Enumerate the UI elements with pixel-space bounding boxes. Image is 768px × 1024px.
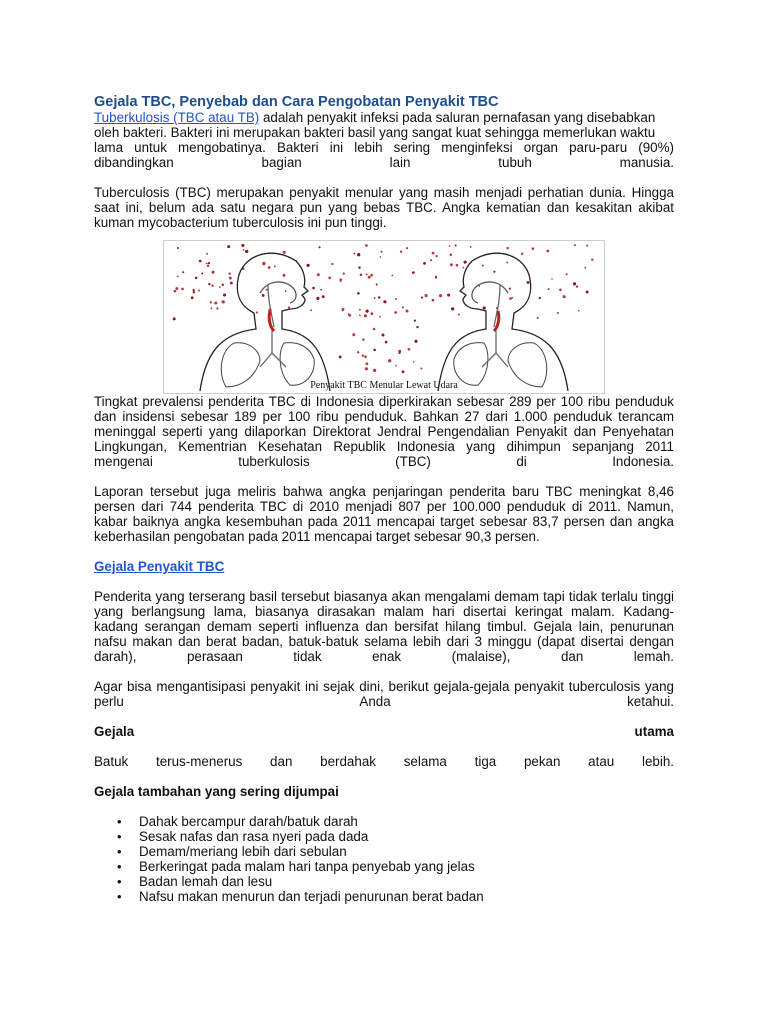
particle — [370, 274, 373, 277]
particle — [482, 265, 484, 267]
tbc-airborne-figure — [163, 240, 605, 394]
particle — [374, 297, 376, 299]
left-person-figure — [200, 253, 330, 391]
particle — [182, 271, 184, 273]
paragraph-line: darah), perasaan tidak enak (malaise), dan lemah. — [94, 649, 674, 664]
particle — [306, 264, 309, 267]
particle — [373, 328, 376, 331]
particle — [212, 285, 214, 287]
particle — [546, 250, 549, 253]
paragraph-line: yang berlangsung lama, biasanya dirasakan malam hari disertai keringat malam. Kadang- — [94, 604, 674, 619]
particle — [559, 289, 562, 292]
particle — [548, 288, 550, 290]
particle — [435, 255, 437, 257]
particle — [414, 319, 416, 321]
particle — [222, 284, 224, 286]
intro-paragraph — [94, 110, 674, 125]
paragraph-line: keberhasilan pengobatan pada 2011 mencapai target sebesar 90,3 persen. — [94, 529, 540, 544]
paragraph-line: Penderita yang terserang basil tersebut biasanya akan mengalami demam tapi tidak terlalu tinggi — [94, 589, 674, 604]
particle — [402, 370, 405, 373]
particle — [283, 274, 286, 277]
particle — [364, 355, 367, 358]
particle — [353, 253, 355, 255]
particle — [322, 295, 325, 298]
particle — [343, 272, 345, 274]
particle — [463, 267, 465, 269]
particle — [532, 247, 535, 250]
paragraph-line: mengenai tuberkulosis (TBC) di Indonesia. — [94, 454, 674, 469]
particle — [576, 285, 578, 287]
particle — [219, 286, 221, 288]
particle — [357, 292, 360, 295]
particle — [373, 369, 376, 372]
particle — [208, 283, 210, 285]
intro-text-line: oleh bakteri. Bakteri ini merupakan bakteri basil yang sangat kuat sehingga memerlukan waktu — [94, 125, 656, 140]
particle — [406, 247, 408, 249]
particle — [584, 267, 586, 269]
particle — [413, 361, 415, 363]
particle — [288, 306, 290, 308]
particle — [173, 317, 176, 320]
particle — [316, 297, 319, 300]
particle — [432, 252, 435, 255]
particle — [192, 289, 194, 291]
intro-text-line: dibandingkan bagian lain tubuh manusia. — [94, 155, 674, 170]
particle — [245, 250, 248, 253]
paragraph-line: Tuberculosis (TBC) merupakan penyakit menular yang masih menjadi perhatian dunia. Hingga — [94, 185, 674, 200]
particle — [591, 258, 593, 260]
particle — [451, 307, 454, 310]
particle — [211, 271, 214, 274]
paragraph-line: Agar bisa mengantisipasi penyakit ini sejak dini, berikut gejala-gejala penyakit tuberculosis yang — [94, 679, 674, 694]
particle — [365, 367, 368, 370]
particle — [551, 278, 553, 280]
particle — [586, 291, 589, 294]
particle — [364, 314, 367, 317]
particle — [312, 287, 315, 290]
particle — [199, 260, 202, 263]
article-body — [94, 94, 674, 904]
particle — [177, 247, 179, 249]
particle — [378, 296, 380, 298]
particle — [373, 349, 376, 352]
particle — [506, 262, 508, 264]
list-item: • Badan lemah dan lesu — [139, 874, 674, 889]
list-item: • Berkeringat pada malam hari tanpa penyebab yang jelas — [139, 859, 674, 874]
particle — [447, 294, 450, 297]
particle — [181, 288, 184, 291]
particle — [456, 264, 459, 267]
particle — [268, 266, 271, 269]
main-symptom-text: Batuk terus-menerus dan berdahak selama tiga pekan atau lebih. — [94, 754, 674, 769]
particle — [423, 262, 426, 265]
section-heading — [94, 559, 674, 574]
particle — [193, 291, 195, 293]
paragraph-line: Laporan tersebut juga meliris bahwa angka penjaringan penderita baru TBC meningkat 8,46 — [94, 484, 674, 499]
particle — [358, 266, 360, 268]
particle — [380, 251, 382, 253]
particle — [210, 301, 212, 303]
particle — [319, 246, 321, 248]
particle — [521, 253, 523, 255]
particle — [395, 298, 397, 300]
particle — [557, 312, 559, 314]
particle — [208, 262, 210, 264]
particle — [578, 310, 580, 312]
particle — [506, 247, 508, 249]
particle — [406, 310, 409, 313]
particle — [207, 265, 209, 267]
particle — [527, 281, 530, 284]
paragraph-line: saat ini, belum ada satu negara pun yang bebas TBC. Angka kematian dan kesakitan akibat — [94, 200, 674, 215]
gejala-penyakit-tbc-link[interactable]: Gejala Penyakit TBC — [94, 559, 225, 574]
particle — [348, 313, 350, 315]
particle — [383, 300, 386, 303]
particle — [285, 290, 287, 292]
intro-text-line: lama untuk mengobatinya. Bakteri ini lebih sering menginfeksi organ paru-paru (90%) — [94, 140, 674, 155]
main-symptom-heading: Gejala utama — [94, 724, 674, 739]
particle — [439, 294, 442, 297]
figure-caption: Penyakit TBC Menular Lewat Udara — [310, 380, 458, 391]
particle — [432, 299, 434, 301]
particle — [210, 307, 212, 309]
particle — [216, 307, 218, 309]
paragraph-line: nafsu makan dan berat badan, batuk-batuk selama lebih dari 3 minggu (dapat disertai dengan — [94, 634, 674, 649]
particle — [283, 251, 286, 254]
particle — [266, 289, 268, 291]
particle — [574, 244, 576, 246]
particle — [380, 256, 382, 258]
right-person-figure — [438, 253, 568, 391]
airborne-particles — [173, 244, 594, 373]
particle — [399, 352, 401, 354]
particle — [366, 310, 369, 313]
particle — [392, 275, 394, 277]
paragraph-line: kadang serangan demam seperti influenza dan bersifat hilang timbul. Gejala lain, penurunan — [94, 619, 674, 634]
particle — [328, 277, 331, 280]
particle — [359, 314, 361, 316]
particle — [388, 359, 391, 362]
particle — [195, 277, 198, 280]
particle — [198, 289, 200, 291]
particle — [229, 277, 232, 280]
particle — [586, 245, 588, 247]
particle — [175, 287, 178, 290]
paragraph-line: kabar baiknya angka kesembuhan pada 2011 mencapai target sebesar 83,7 persen dan angka — [94, 514, 674, 529]
particle — [366, 273, 368, 275]
particle — [573, 282, 576, 285]
particle — [256, 311, 258, 313]
list-item: • Sesak nafas dan rasa nyeri pada dada — [139, 829, 674, 844]
paragraph-line: kuman mycobacterium tuberculosis ini pun tinggi. — [94, 215, 387, 230]
intro-text-line: adalah penyakit infeksi pada saluran pernafasan yang disebabkan — [262, 110, 656, 125]
particle — [310, 309, 312, 311]
particle — [430, 259, 432, 261]
particle — [425, 294, 428, 297]
particle — [342, 308, 345, 311]
particle — [362, 339, 364, 341]
particle — [222, 300, 225, 303]
particle — [493, 271, 495, 273]
particle — [379, 316, 381, 318]
list-item: • Dahak bercampur darah/batuk darah — [139, 814, 674, 829]
particle — [362, 354, 364, 356]
particle — [206, 262, 208, 264]
particle — [421, 297, 423, 299]
particle — [400, 250, 402, 252]
particle — [420, 367, 422, 369]
paragraph-line: Lingkungan, Kementrian Kesehatan Republik Indonesia yang dihimpun sepanjang 2011 — [94, 439, 674, 454]
particle — [366, 362, 369, 365]
particle — [376, 283, 378, 285]
particle — [359, 309, 361, 311]
article-title: Gejala TBC, Penyebab dan Cara Pengobatan Penyakit TBC — [94, 94, 499, 110]
particle — [223, 293, 226, 296]
particle — [381, 333, 384, 336]
particle — [458, 314, 460, 316]
particle — [537, 317, 539, 319]
particle — [320, 289, 322, 291]
particle — [317, 273, 320, 276]
particle — [206, 253, 208, 255]
paragraph-line: perlu Anda ketahui. — [94, 694, 674, 709]
tuberkulosis-link[interactable]: Tuberkulosis (TBC atau TB) — [94, 110, 260, 125]
particle — [357, 351, 359, 353]
particle — [227, 245, 230, 248]
particle — [365, 244, 368, 247]
particle — [262, 262, 265, 265]
particle — [339, 355, 342, 358]
particle — [509, 297, 512, 300]
particle — [539, 297, 541, 299]
particle — [368, 276, 371, 279]
paragraph-line: dan insidensi sebesar 189 per 100 ribu penduduk. Bahkan 27 dari 1.000 penduduk terancam — [94, 409, 674, 424]
particle — [435, 276, 437, 278]
particle — [339, 278, 342, 281]
particle — [449, 245, 451, 247]
particle — [241, 244, 244, 247]
particle — [464, 261, 467, 264]
list-item: • Nafsu makan menurun dan terjadi penurunan berat badan — [139, 889, 674, 904]
particle — [331, 263, 333, 265]
particle — [563, 295, 566, 298]
particle — [509, 288, 511, 290]
particle — [408, 348, 411, 351]
particle — [243, 249, 245, 251]
particle — [412, 271, 415, 274]
particle — [201, 272, 203, 274]
particle — [357, 253, 360, 256]
particle — [370, 312, 373, 315]
particle — [352, 333, 355, 336]
particle — [230, 282, 233, 285]
particle — [455, 244, 457, 246]
particle — [228, 272, 230, 274]
particle — [450, 263, 453, 266]
particle — [402, 306, 404, 308]
particle — [394, 311, 397, 314]
particle — [566, 273, 568, 275]
particle — [416, 326, 418, 328]
particle — [274, 265, 276, 267]
particle — [385, 341, 388, 344]
particle — [177, 275, 179, 277]
paragraph-line: meninggal seperti yang dilaporkan Direktorat Jendral Pengendalian Penyakit dan Penyehatan — [94, 424, 674, 439]
tbc-illustration — [164, 241, 604, 393]
paragraph-line: Tingkat prevalensi penderita TBC di Indonesia diperkirakan sebesar 289 per 100 ribu penduduk — [94, 394, 674, 409]
list-item: • Demam/meriang lebih dari sebulan — [139, 844, 674, 859]
particle — [214, 302, 217, 305]
extra-symptom-list — [94, 814, 674, 904]
particle — [262, 294, 265, 297]
paragraph-line: persen dari 744 penderita TBC di 2010 menjadi 807 per 100.000 penduduk di 2011. Namun, — [94, 499, 674, 514]
extra-symptom-heading: Gejala tambahan yang sering dijumpai — [94, 784, 339, 799]
particle — [174, 290, 177, 293]
particle — [360, 274, 363, 277]
particle — [191, 296, 194, 299]
particle — [395, 365, 397, 367]
particle — [450, 254, 453, 256]
particle — [470, 246, 472, 248]
particle — [414, 340, 417, 343]
particle — [483, 306, 486, 309]
